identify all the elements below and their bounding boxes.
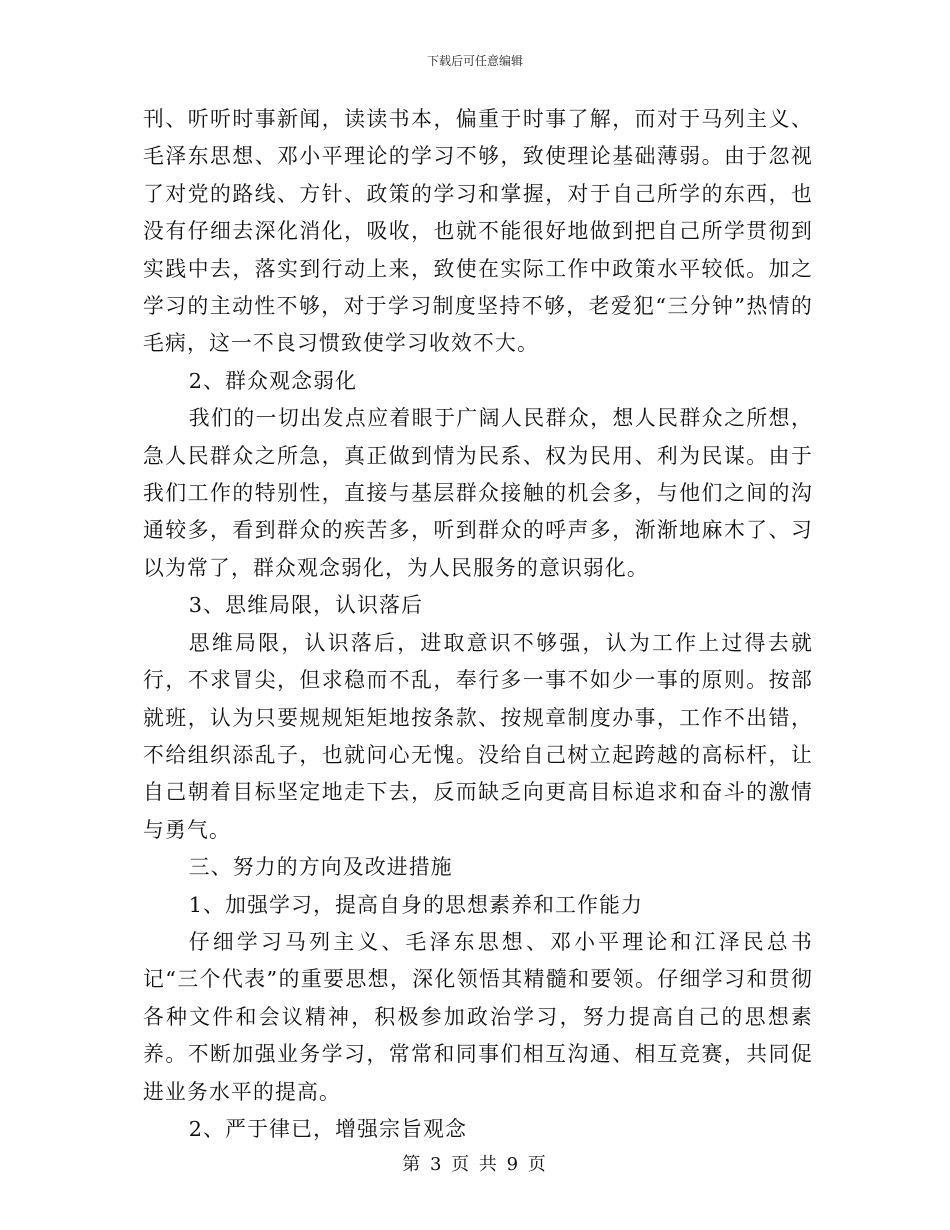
page-number-footer: 第 3 页 共 9 页 bbox=[402, 1154, 548, 1175]
heading-improvement-measures: 三、努力的方向及改进措施 bbox=[188, 855, 453, 880]
heading-mass-concept: 2、群众观念弱化 bbox=[188, 368, 358, 393]
paragraph-mass-concept: 我们的一切出发点应着眼于广阔人民群众，想人民群众之所想，急人民群众之所急，真正做到情为民系、权为民用、利为民谋。由于我们工作的特别性，直接与基层群众接触的机会多，与他们之间的沟通较多，看到群众的疾苦多，听到群众的呼声多，渐渐地麻木了、习以为常了，群众观念弱化，为人民服务的意识弱化。 bbox=[143, 406, 813, 580]
page-header: 下载后可任意编辑 bbox=[426, 54, 523, 68]
heading-self-discipline: 2、严于律已，增强宗旨观念 bbox=[188, 1116, 468, 1141]
paragraph-study-shortcomings: 刊、听听时事新闻，读读书本，偏重于时事了解，而对于马列主义、毛泽东思想、邓小平理论的学习不够，致使理论基础薄弱。由于忽视了对党的路线、方针、政策的学习和掌握，对于自己所学的东西，也没有仔细去深化消化，吸收，也就不能很好地做到把自己所学贯彻到实践中去，落实到行动上来，致使在实际工作中政策水平较低。加之学习的主动性不够，对于学习制度坚持不够，老爱犯“三分钟”热情的毛病，这一不良习惯致使学习收效不大。 bbox=[143, 107, 813, 356]
paragraph-strengthen-study: 仔细学习马列主义、毛泽东思想、邓小平理论和江泽民总书记“三个代表”的重要思想，深化领悟其精髓和要领。仔细学习和贯彻各种文件和会议精神，积极参加政治学习，努力提高自己的思想素养。不断加强业务学习，常常和同事们相互沟通、相互竞赛，共同促进业务水平的提高。 bbox=[143, 929, 813, 1104]
document-body bbox=[143, 101, 813, 1148]
heading-strengthen-study: 1、加强学习，提高自身的思想素养和工作能力 bbox=[188, 892, 644, 917]
heading-limited-thinking: 3、思维局限，认识落后 bbox=[188, 593, 424, 618]
paragraph-limited-thinking: 思维局限，认识落后，进取意识不够强，认为工作上过得去就行，不求冒尖，但求稳而不乱，奉行多一事不如少一事的原则。按部就班，认为只要规规矩矩地按条款、按规章制度办事，工作不出错，不给组织添乱子，也就问心无愧。没给自己树立起跨越的高标杆，让自己朝着目标坚定地走下去，反而缺乏向更高目标追求和奋斗的激情与勇气。 bbox=[143, 630, 813, 842]
